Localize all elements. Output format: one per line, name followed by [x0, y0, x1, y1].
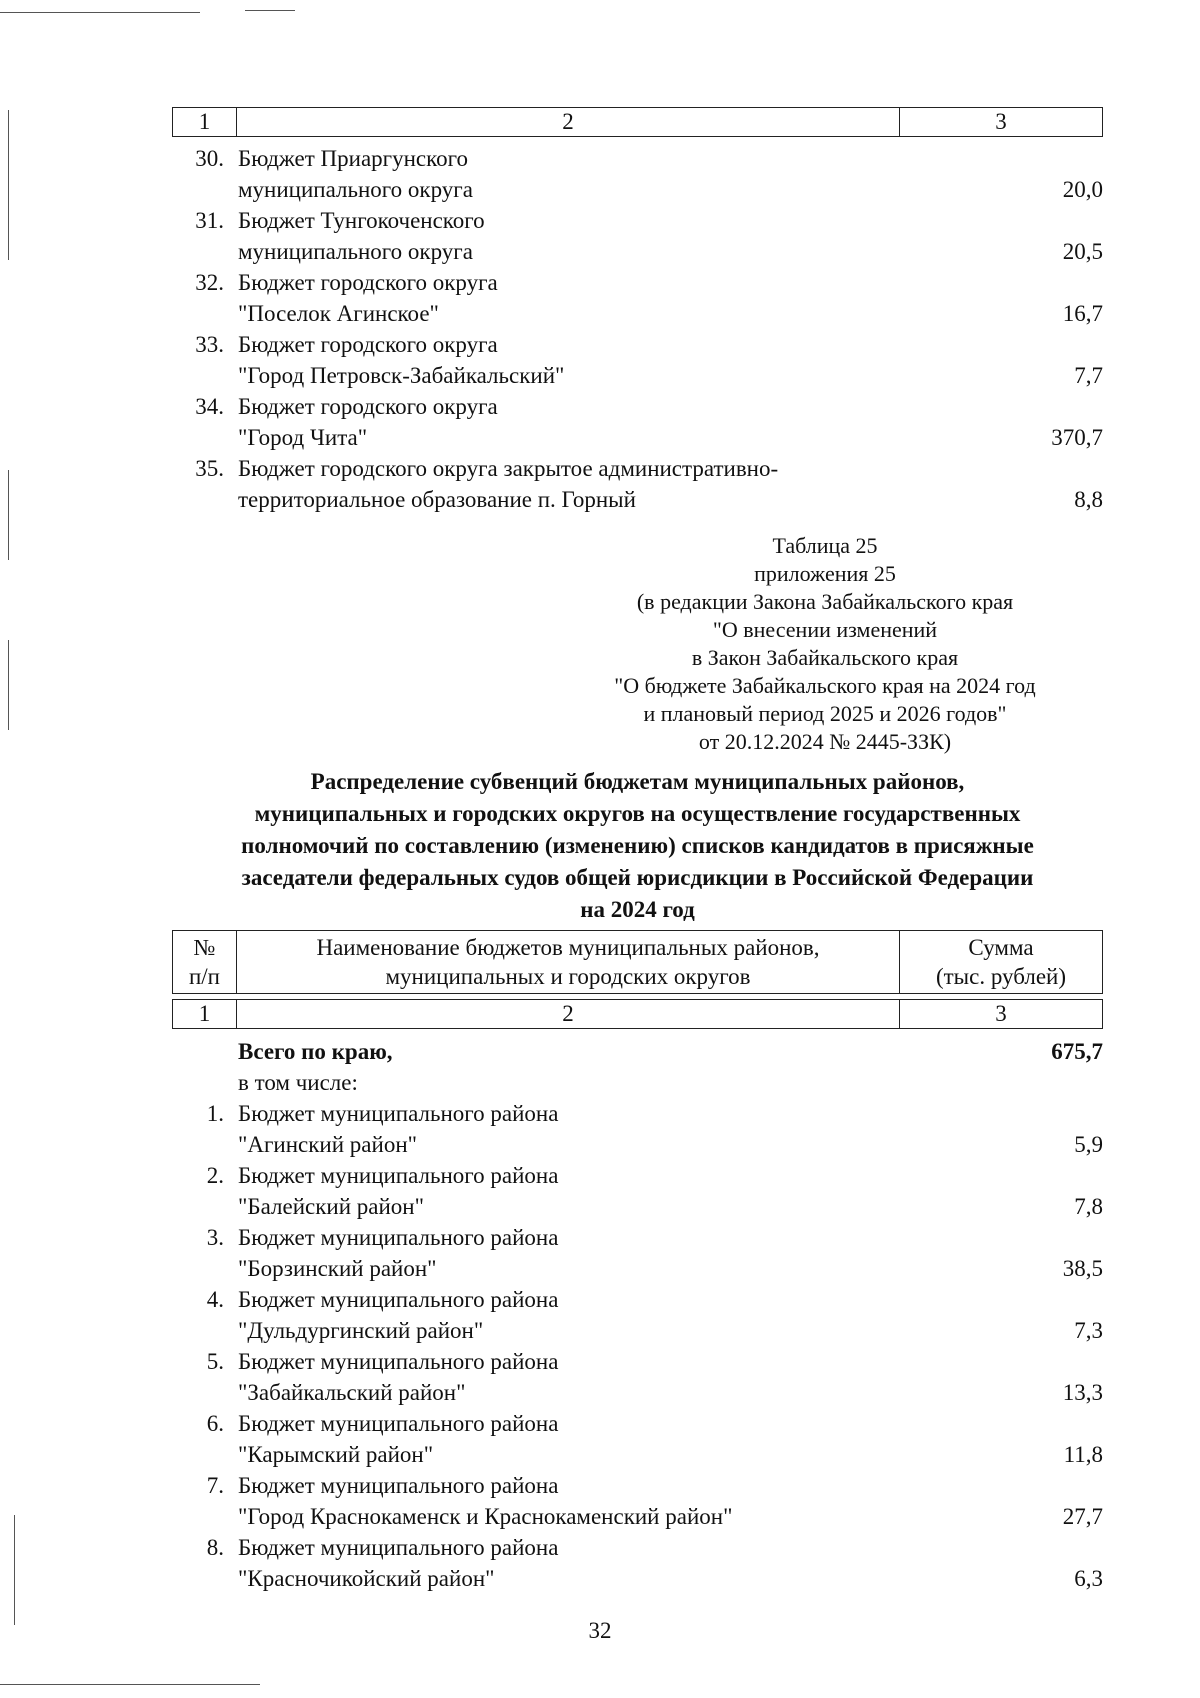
scan-artifact-line [14, 1515, 15, 1625]
column-number: 1 [173, 1000, 237, 1028]
row-number: 6. [206, 1411, 224, 1436]
row-name: Бюджет муниципального района "Карымский район" [238, 1411, 559, 1467]
column-number: 2 [237, 1000, 900, 1028]
table-row [172, 329, 1103, 391]
row-name: Бюджет муниципального района "Агинский район" [238, 1101, 559, 1157]
header-sum-column: Сумма (тыс. рублей) [935, 935, 1067, 989]
row-number: 33. [195, 332, 224, 357]
row-name: Бюджет городского округа "Город Петровск-Забайкальский" [238, 332, 565, 388]
row-name: Бюджет муниципального района "Балейский район" [238, 1163, 559, 1219]
table-row [172, 143, 1103, 205]
row-name: Бюджет Приаргунского муниципального округа [238, 146, 473, 202]
row-name: Бюджет муниципального района "Забайкальский район" [238, 1349, 559, 1405]
table-row [172, 1222, 1103, 1284]
table-row [172, 1408, 1103, 1470]
row-name: Бюджет муниципального района "Красночикойский район" [238, 1535, 559, 1591]
row-value: 11,8 [1063, 1442, 1103, 1467]
row-value: 20,5 [1062, 239, 1103, 264]
row-value: 7,7 [1074, 363, 1103, 388]
header-number-column: № п/п [173, 931, 237, 993]
total-value: 675,7 [1051, 1039, 1103, 1064]
scan-artifact-line [8, 470, 9, 560]
caption-line: Таблица 25 [772, 533, 878, 558]
row-name: Бюджет муниципального района "Дульдургинский район" [238, 1287, 559, 1343]
row-value: 5,9 [1074, 1132, 1103, 1157]
table-caption [560, 532, 1090, 756]
row-value: 27,7 [1062, 1504, 1103, 1529]
table-row [172, 205, 1103, 267]
row-name: Бюджет городского округа "Город Чита" [238, 394, 498, 450]
scan-artifact-line [0, 1684, 260, 1685]
row-value: 6,3 [1074, 1566, 1103, 1591]
table-row [172, 1098, 1103, 1160]
scan-artifact-line [245, 10, 295, 11]
caption-line: и плановый период 2025 и 2026 годов" [643, 701, 1007, 726]
main-table-rows [172, 1036, 1103, 1594]
scan-artifact-line [8, 110, 9, 260]
caption-line: (в редакции Закона Забайкальского края [636, 589, 1014, 614]
row-value: 7,8 [1074, 1194, 1103, 1219]
table-row [172, 1470, 1103, 1532]
row-name: Бюджет городского округа закрытое административно- территориальное образование п. Горный [238, 456, 779, 512]
scan-artifact-line [0, 12, 200, 13]
page-number: 32 [588, 1618, 612, 1643]
row-value: 7,3 [1074, 1318, 1103, 1343]
column-number: 2 [237, 108, 900, 136]
total-label: Всего по краю, [238, 1039, 393, 1064]
row-number: 7. [206, 1473, 224, 1498]
including-row [172, 1067, 1103, 1098]
row-value: 370,7 [1051, 425, 1103, 450]
caption-line: в Закон Забайкальского края [691, 645, 959, 670]
table-row [172, 1160, 1103, 1222]
row-number: 34. [195, 394, 224, 419]
scan-artifact-line [8, 640, 9, 730]
table-row [172, 1284, 1103, 1346]
caption-line: "О внесении изменений [712, 617, 938, 642]
column-number: 3 [995, 109, 1007, 134]
row-number: 31. [195, 208, 224, 233]
row-value: 38,5 [1062, 1256, 1103, 1281]
table-row [172, 267, 1103, 329]
main-table-column-numbers [172, 999, 1103, 1029]
row-name: Бюджет городского округа "Поселок Агинское" [238, 270, 498, 326]
top-table-column-numbers [172, 107, 1103, 137]
column-number: 1 [173, 108, 237, 136]
row-number: 30. [195, 146, 224, 171]
including-label: в том числе: [238, 1070, 358, 1095]
row-value: 8,8 [1074, 487, 1103, 512]
row-number: 4. [206, 1287, 224, 1312]
caption-line: от 20.12.2024 № 2445-ЗЗК) [698, 729, 952, 754]
top-table-rows [172, 143, 1103, 515]
caption-line: приложения 25 [754, 561, 896, 586]
table-row [172, 1346, 1103, 1408]
table-row [172, 453, 1103, 515]
row-number: 8. [206, 1535, 224, 1560]
row-value: 16,7 [1062, 301, 1103, 326]
header-name-column: Наименование бюджетов муниципальных районов, муниципальных и городских округов [237, 931, 900, 993]
table-row [172, 391, 1103, 453]
column-number: 3 [995, 1001, 1007, 1026]
caption-line: "О бюджете Забайкальского края на 2024 год [614, 673, 1036, 698]
total-row [172, 1036, 1103, 1067]
row-number: 35. [195, 456, 224, 481]
document-title: Распределение субвенций бюджетам муниципальных районов, муниципальных и городских округов на осуществление государственных полномочий по составлению (изменению) списков кандидатов в присяжные заседатели федеральных судов общей юрисдикции в Российской Федерации на 2024 год [241, 769, 1034, 922]
row-value: 13,3 [1062, 1380, 1103, 1405]
table-row [172, 1532, 1103, 1594]
row-number: 1. [206, 1101, 224, 1126]
row-number: 5. [206, 1349, 224, 1374]
row-number: 2. [206, 1163, 224, 1188]
row-name: Бюджет Тунгокоченского муниципального округа [238, 208, 485, 264]
row-number: 3. [206, 1225, 224, 1250]
row-name: Бюджет муниципального района "Город Краснокаменск и Краснокаменский район" [238, 1473, 733, 1529]
row-number: 32. [195, 270, 224, 295]
row-name: Бюджет муниципального района "Борзинский район" [238, 1225, 559, 1281]
row-value: 20,0 [1062, 177, 1103, 202]
main-table-header [172, 930, 1103, 994]
